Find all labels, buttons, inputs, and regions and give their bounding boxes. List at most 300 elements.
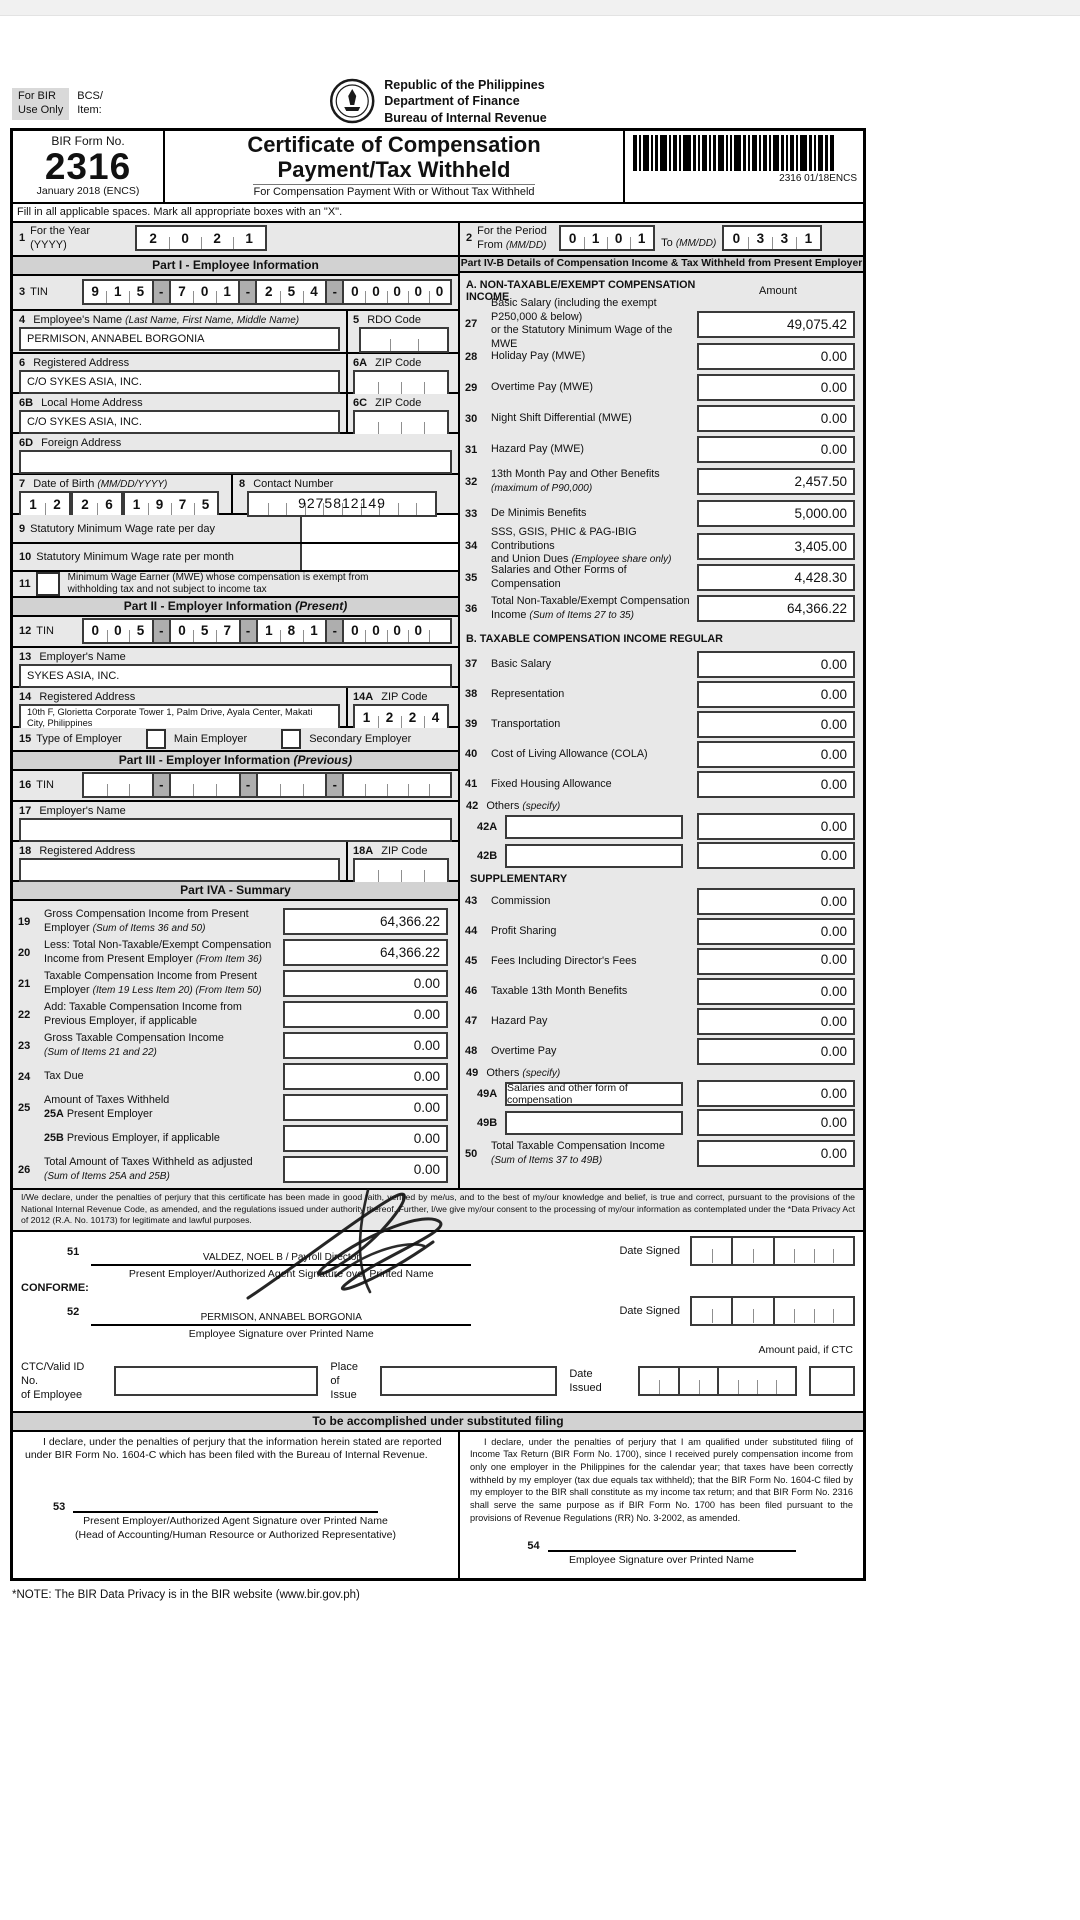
digit-cell[interactable]: [659, 1368, 678, 1394]
item-44-amount[interactable]: 0.00: [697, 918, 855, 945]
digit-cell[interactable]: [794, 1298, 814, 1324]
digit-cell[interactable]: 5: [280, 281, 303, 303]
summary-row-25b: [13, 1123, 458, 1154]
for-bir-use-only-box: [12, 88, 69, 120]
digit-cell[interactable]: 1: [362, 709, 371, 725]
digit-cell[interactable]: [401, 860, 424, 882]
period-to-input[interactable]: [722, 225, 822, 251]
digit-cell[interactable]: 0: [607, 227, 630, 249]
amount-paid-input[interactable]: [809, 1366, 855, 1396]
item-13-number: 13: [19, 651, 32, 664]
digit-cell[interactable]: 2: [81, 496, 89, 512]
digit-cell[interactable]: 2: [45, 493, 69, 515]
item-6c-number: 6C: [353, 397, 368, 410]
digit-cell[interactable]: 0: [387, 281, 408, 303]
digit-cell[interactable]: 1: [132, 496, 141, 512]
item-37-number: 37: [465, 658, 478, 671]
zip-6c-input[interactable]: [353, 410, 449, 436]
part3-header: [13, 752, 458, 771]
date-signed-52-input[interactable]: [690, 1296, 855, 1326]
digit-cell[interactable]: [424, 372, 447, 394]
ctc-id-label: CTC/Valid ID No. of Employee: [21, 1360, 85, 1402]
item-46-label: Taxable 13th Month Benefits: [491, 984, 628, 997]
digit-cell[interactable]: 0: [193, 281, 216, 303]
digit-cell[interactable]: 0: [429, 281, 450, 303]
item-50-amount[interactable]: 0.00: [697, 1140, 855, 1167]
employer-tin-group2[interactable]: [169, 618, 241, 644]
zip-6c-label: ZIP Code: [375, 397, 422, 410]
date-issued-input[interactable]: [638, 1366, 797, 1396]
digit-cell[interactable]: [378, 372, 401, 394]
zip-6c-cell: [346, 394, 458, 432]
field-6d-foreign-address: [13, 434, 458, 475]
privacy-note: *NOTE: The BIR Data Privacy is in the BIR website (www.bir.gov.ph): [12, 1589, 360, 1602]
digit-cell[interactable]: [355, 372, 378, 394]
digit-cell[interactable]: [814, 1238, 834, 1264]
item-43-amount[interactable]: 0.00: [697, 888, 855, 915]
item-21-amount[interactable]: 0.00: [283, 970, 448, 997]
item-40-amount[interactable]: 0.00: [697, 741, 855, 768]
digit-cell[interactable]: [280, 774, 303, 796]
summary-row-23: [13, 1030, 458, 1061]
digit-cell[interactable]: [429, 620, 450, 642]
item-25b-amount[interactable]: 0.00: [283, 1125, 448, 1152]
digit-cell[interactable]: [794, 1238, 814, 1264]
signature-53-line[interactable]: [73, 1499, 378, 1513]
tin-dash: [154, 279, 169, 305]
item-39-amount[interactable]: 0.00: [697, 711, 855, 738]
form-no-label: BIR Form No.: [51, 134, 125, 148]
item-53-number: 53: [53, 1501, 66, 1514]
digit-cell[interactable]: [418, 329, 447, 351]
digit-cell[interactable]: 0: [408, 620, 429, 642]
employer-address-input[interactable]: 10th F, Glorietta Corporate Tower 1, Palm Drive, Ayala Center, Makati City, Philippines: [19, 704, 340, 732]
field-9-wage-per-day: [13, 515, 458, 544]
digit-cell[interactable]: [361, 329, 390, 351]
previous-tin-group1[interactable]: [82, 772, 154, 798]
item-34-number: 34: [465, 540, 478, 553]
secondary-employer-label: Secondary Employer: [309, 733, 412, 746]
field-12-employer-tin: [13, 617, 458, 648]
digit-cell[interactable]: [365, 774, 386, 796]
mwe-checkbox[interactable]: [36, 572, 60, 596]
item-48-amount[interactable]: 0.00: [697, 1038, 855, 1065]
item-45-label: Fees Including Director's Fees: [491, 954, 637, 967]
digit-cell[interactable]: [344, 774, 365, 796]
item-48-label: Overtime Pay: [491, 1044, 557, 1057]
item-34-label: SSS, GSIS, PHIC & PAG-IBIG Contributions and Union Dues (Employee share only): [491, 526, 672, 565]
digit-cell[interactable]: 1: [106, 281, 129, 303]
item-8-number: 8: [239, 478, 246, 491]
item-24-number: 24: [18, 1070, 31, 1083]
item-49b-number: 49B: [477, 1116, 498, 1129]
tin-dash: [240, 279, 255, 305]
employee-tin-group4[interactable]: [342, 279, 452, 305]
previous-tin-group4[interactable]: [342, 772, 452, 798]
field-3-employee-tin: [13, 276, 458, 311]
digit-cell[interactable]: [753, 1238, 773, 1264]
digit-cell[interactable]: 0: [351, 623, 359, 639]
item-9-number: 9: [19, 522, 26, 535]
digit-cell[interactable]: 9: [91, 284, 99, 300]
previous-tin-group3[interactable]: [256, 772, 328, 798]
part4a-title: Part IVA - Summary: [180, 883, 291, 898]
digit-cell[interactable]: 3: [772, 227, 796, 249]
bureau-line: Bureau of Internal Revenue: [384, 110, 547, 125]
digit-cell[interactable]: [733, 1298, 753, 1324]
item-26-number: 26: [18, 1163, 31, 1176]
type-of-employer-label: Type of Employer: [36, 733, 122, 746]
employee-name-labels: [19, 313, 340, 327]
employee-tin-group1[interactable]: [82, 279, 154, 305]
item-20-number: 20: [18, 946, 31, 959]
item-22-amount[interactable]: 0.00: [283, 1001, 448, 1028]
place-of-issue-label: Place of Issue: [330, 1360, 358, 1402]
government-header: [329, 77, 547, 126]
item-47-label: Hazard Pay: [491, 1014, 548, 1027]
digit-cell[interactable]: [775, 1298, 795, 1324]
field-14-employer-address: [13, 688, 458, 728]
digit-cell[interactable]: [814, 1298, 834, 1324]
digit-cell[interactable]: 2: [401, 706, 424, 728]
digit-cell[interactable]: [753, 1298, 773, 1324]
digit-cell[interactable]: 0: [365, 281, 386, 303]
signature-54-line[interactable]: [548, 1538, 796, 1552]
item-42a-amount[interactable]: 0.00: [697, 813, 855, 840]
digit-cell[interactable]: [712, 1298, 732, 1324]
row-29: [460, 372, 863, 403]
digit-cell[interactable]: [408, 774, 429, 796]
digit-cell[interactable]: 0: [91, 623, 100, 639]
foreign-address-input[interactable]: [19, 450, 452, 474]
conforme-label: CONFORME:: [21, 1281, 89, 1294]
item-46-amount[interactable]: 0.00: [697, 978, 855, 1005]
item-25a-amount[interactable]: 0.00: [283, 1094, 448, 1121]
dob-cell: [13, 475, 231, 513]
digit-cell[interactable]: [258, 774, 281, 796]
registered-address-input[interactable]: C/O SYKES ASIA, INC.: [19, 370, 340, 394]
digit-cell[interactable]: [401, 412, 424, 434]
digit-cell[interactable]: 0: [178, 623, 186, 639]
barcode-cell: [625, 131, 863, 202]
title-row: [13, 131, 863, 204]
dob-day-input[interactable]: [71, 491, 123, 517]
employee-name-input[interactable]: PERMISON, ANNABEL BORGONIA: [19, 327, 340, 351]
item-33-amount[interactable]: 5,000.00: [697, 500, 855, 527]
ctc-row: [21, 1344, 855, 1405]
item-39-number: 39: [465, 718, 478, 731]
digit-cell[interactable]: 5: [129, 620, 152, 642]
field-6-registered-address: [13, 354, 458, 394]
item-50-number: 50: [465, 1147, 478, 1160]
item-28-number: 28: [465, 350, 478, 363]
digit-cell[interactable]: 6: [97, 493, 121, 515]
previous-address-input[interactable]: [19, 858, 340, 882]
row-33: [460, 498, 863, 529]
item-23-amount[interactable]: 0.00: [283, 1032, 448, 1059]
wage-per-day-label: Statutory Minimum Wage rate per day: [30, 522, 215, 535]
employer-name-input[interactable]: SYKES ASIA, INC.: [19, 664, 452, 688]
item-47-amount[interactable]: 0.00: [697, 1008, 855, 1035]
digit-cell[interactable]: 1: [233, 227, 265, 249]
employee-name-cell: [13, 311, 346, 352]
digit-cell[interactable]: [833, 1298, 853, 1324]
digit-cell[interactable]: 1: [303, 620, 326, 642]
item-41-amount[interactable]: 0.00: [697, 771, 855, 798]
signature-row-54: [470, 1538, 853, 1552]
item-1-label: [30, 224, 135, 253]
item-49a-amount[interactable]: 0.00: [697, 1080, 855, 1107]
digit-cell[interactable]: 7: [216, 620, 239, 642]
row-42a: [460, 812, 863, 841]
item-38-amount[interactable]: 0.00: [697, 681, 855, 708]
digit-cell[interactable]: 1: [796, 227, 820, 249]
digit-cell[interactable]: 8: [280, 620, 303, 642]
digit-cell[interactable]: [699, 1368, 718, 1394]
digit-cell[interactable]: 7: [171, 493, 194, 515]
employer-name-label: Employer's Name: [39, 651, 126, 664]
digit-cell[interactable]: [776, 1368, 795, 1394]
row-42b: [460, 841, 863, 870]
digit-cell[interactable]: [424, 860, 447, 882]
digit-cell[interactable]: 0: [107, 620, 130, 642]
digit-cell[interactable]: 2: [149, 230, 157, 246]
year-input[interactable]: [135, 225, 267, 251]
digit-cell[interactable]: 1: [584, 227, 607, 249]
digit-cell[interactable]: [775, 1238, 795, 1264]
item-32-amount[interactable]: 2,457.50: [697, 468, 855, 495]
digit-cell[interactable]: 0: [169, 227, 201, 249]
item-37-amount[interactable]: 0.00: [697, 651, 855, 678]
item-42b-amount[interactable]: 0.00: [697, 842, 855, 869]
previous-employer-name-input[interactable]: [19, 818, 452, 842]
digit-cell[interactable]: 0: [408, 281, 429, 303]
date-signed-51-input[interactable]: [690, 1236, 855, 1266]
item-5-number: 5: [353, 314, 360, 327]
item-35-label: Salaries and Other Forms of Compensation: [491, 564, 627, 590]
item-49b-specify-input[interactable]: [505, 1111, 683, 1135]
signature-52-block: [91, 1312, 471, 1340]
secondary-employer-checkbox[interactable]: [281, 729, 301, 749]
row-38: [460, 679, 863, 709]
field-15-type-of-employer: [13, 728, 458, 752]
item-42b-specify-input[interactable]: [505, 844, 683, 868]
digit-cell[interactable]: [692, 1238, 712, 1264]
part2-title: Part II - Employer Information: [123, 599, 292, 614]
item-49-label: Others: [486, 1067, 520, 1080]
digit-cell[interactable]: [378, 412, 401, 434]
employer-tin-group3[interactable]: [256, 618, 328, 644]
item-26-amount[interactable]: 0.00: [283, 1156, 448, 1183]
item-45-amount[interactable]: 0.00: [697, 948, 855, 975]
digit-cell[interactable]: [733, 1238, 753, 1264]
substituted-filing-header: To be accomplished under substituted filing: [13, 1411, 863, 1432]
digit-cell[interactable]: [378, 860, 401, 882]
digit-cell[interactable]: [355, 412, 378, 434]
digit-cell[interactable]: [429, 774, 450, 796]
digit-cell[interactable]: 0: [387, 620, 408, 642]
bir-seal-icon: [329, 78, 375, 124]
digit-cell[interactable]: [107, 774, 130, 796]
main-employer-checkbox[interactable]: [146, 729, 166, 749]
employer-tin-group4[interactable]: [342, 618, 452, 644]
digit-cell[interactable]: [757, 1368, 776, 1394]
item-38-label: Representation: [491, 687, 565, 700]
contact-number-value: 9275812149: [298, 495, 386, 512]
digit-cell[interactable]: 2: [201, 227, 233, 249]
item-50-label: Total Taxable Compensation Income (Sum of Items 37 to 49B): [491, 1140, 665, 1166]
digit-cell[interactable]: 4: [303, 281, 326, 303]
local-home-address-label: Local Home Address: [41, 397, 143, 410]
digit-cell[interactable]: [424, 412, 447, 434]
date-signed-label: Date Signed: [619, 1244, 680, 1257]
digit-cell[interactable]: [712, 1238, 732, 1264]
item-36-amount[interactable]: 64,366.22: [697, 595, 855, 622]
row-31: [460, 434, 863, 465]
instruction-line: Fill in all applicable spaces. Mark all appropriate boxes with an "X".: [13, 204, 863, 223]
digit-cell[interactable]: [738, 1368, 757, 1394]
digit-cell[interactable]: [216, 774, 239, 796]
row-49b: [460, 1108, 863, 1137]
item-49a-specify-input[interactable]: Salaries and other form of compensation: [505, 1082, 683, 1106]
signature-row-52: [21, 1296, 855, 1340]
digit-cell[interactable]: [692, 1298, 712, 1324]
item-30-label: Night Shift Differential (MWE): [491, 412, 632, 424]
ctc-id-input[interactable]: [114, 1366, 318, 1396]
item-27-amount[interactable]: 49,075.42: [697, 311, 855, 338]
item-20-amount[interactable]: 64,366.22: [283, 939, 448, 966]
dob-month-input[interactable]: [19, 491, 71, 517]
zip-18a-input[interactable]: [353, 858, 449, 884]
item-36-label: Total Non-Taxable/Exempt Compensation Income (Sum of Items 27 to 35): [491, 595, 690, 621]
foreign-address-label: Foreign Address: [41, 437, 122, 450]
digit-cell[interactable]: 1: [216, 281, 239, 303]
digit-cell[interactable]: 5: [193, 620, 216, 642]
digit-cell[interactable]: 5: [194, 493, 217, 515]
wage-per-month-input[interactable]: [300, 544, 458, 570]
field-11-mwe: [13, 572, 458, 598]
digit-cell[interactable]: 1: [29, 496, 37, 512]
part3-title: Part III - Employer Information: [118, 753, 291, 768]
item-25a-label: Amount of Taxes Withheld 25A Present Employer: [44, 1094, 170, 1120]
employee-tin-group3[interactable]: [255, 279, 327, 305]
barcode-text: 2316 01/18ENCS: [779, 173, 857, 184]
tin-dash: [154, 772, 169, 798]
field-4-employee-name: [13, 311, 458, 354]
digit-cell[interactable]: 9: [148, 493, 171, 515]
contact-number-input[interactable]: [247, 491, 437, 517]
year-label: For the Year: [30, 224, 91, 237]
digit-cell[interactable]: 7: [178, 284, 186, 300]
row-41: [460, 769, 863, 799]
item-29-amount[interactable]: 0.00: [697, 374, 855, 401]
rdo-code-cell: [346, 311, 458, 352]
digit-cell[interactable]: [680, 1368, 699, 1394]
item-40-number: 40: [465, 748, 478, 761]
field-10-wage-per-month: [13, 544, 458, 572]
digit-cell[interactable]: [833, 1238, 853, 1264]
row-48: [460, 1036, 863, 1066]
item-24-amount[interactable]: 0.00: [283, 1063, 448, 1090]
digit-cell[interactable]: 0: [732, 230, 741, 246]
previous-tin-group2[interactable]: [169, 772, 241, 798]
item-29-number: 29: [465, 381, 478, 394]
wage-per-day-input[interactable]: [300, 515, 458, 542]
amount-paid-label: Amount paid, if CTC: [758, 1343, 853, 1356]
item-43-label: Commission: [491, 894, 551, 907]
employer-declaration-text: I declare, under the penalties of perjury that the information herein stated are reported under BIR Form No. 1604-C which has been filed with the Bureau of Internal Revenue.: [25, 1435, 442, 1462]
row-46: [460, 976, 863, 1006]
employee-tin-group2[interactable]: [169, 279, 241, 305]
item-49b-amount[interactable]: 0.00: [697, 1109, 855, 1136]
for-bir-line2: Use Only: [18, 103, 64, 116]
summary-row-26: [13, 1154, 458, 1185]
item-42a-specify-input[interactable]: [505, 815, 683, 839]
form-subtitle: For Compensation Payment With or Without Tax Withheld: [253, 186, 535, 199]
digit-cell[interactable]: [387, 774, 408, 796]
item-30-amount[interactable]: 0.00: [697, 405, 855, 432]
place-of-issue-input[interactable]: [380, 1366, 557, 1396]
digit-cell[interactable]: 3: [748, 227, 772, 249]
item-33-label: De Minimis Benefits: [491, 507, 587, 519]
digit-cell[interactable]: [401, 372, 424, 394]
period-from-input[interactable]: [559, 225, 655, 251]
digit-cell[interactable]: [390, 329, 419, 351]
digit-cell[interactable]: [355, 860, 378, 882]
item-11-number: 11: [19, 578, 31, 591]
item-49-number: 49: [466, 1067, 479, 1080]
form-title-line2: Payment/Tax Withheld: [277, 156, 511, 182]
employer-tin-group1[interactable]: [82, 618, 154, 644]
item-6b-number: 6B: [19, 397, 34, 410]
digit-cell[interactable]: 5: [129, 281, 152, 303]
contact-label: Contact Number: [253, 478, 334, 491]
item-31-amount[interactable]: 0.00: [697, 436, 855, 463]
digit-cell[interactable]: 2: [378, 706, 401, 728]
zip-6a-cell: [346, 354, 458, 392]
item-28-amount[interactable]: 0.00: [697, 343, 855, 370]
item-34-amount[interactable]: 3,405.00: [697, 533, 855, 560]
dob-year-input[interactable]: [123, 491, 219, 517]
item-48-number: 48: [465, 1045, 478, 1058]
item-35-amount[interactable]: 4,428.30: [697, 564, 855, 591]
digit-cell[interactable]: 2: [265, 284, 273, 300]
rdo-code-input[interactable]: [359, 327, 449, 353]
digit-cell[interactable]: [171, 774, 194, 796]
zip-6a-input[interactable]: [353, 370, 449, 396]
summary-row-20: [13, 937, 458, 968]
previous-employer-name-label: Employer's Name: [39, 805, 126, 818]
digit-cell[interactable]: 1: [265, 623, 273, 639]
digit-cell[interactable]: [719, 1368, 738, 1394]
top-strip: [0, 0, 1080, 16]
digit-cell[interactable]: [303, 774, 326, 796]
year-format: (YYYY): [30, 239, 67, 252]
digit-cell[interactable]: 4: [424, 706, 447, 728]
digit-cell[interactable]: [129, 774, 152, 796]
item-19-amount[interactable]: 64,366.22: [283, 908, 448, 935]
local-home-address-input[interactable]: C/O SYKES ASIA, INC.: [19, 410, 340, 434]
digit-cell[interactable]: 1: [630, 227, 653, 249]
zip-14a-input[interactable]: [353, 704, 449, 730]
digit-cell[interactable]: 0: [568, 230, 577, 246]
digit-cell[interactable]: 0: [365, 620, 386, 642]
digit-cell[interactable]: [84, 774, 107, 796]
digit-cell[interactable]: [193, 774, 216, 796]
digit-cell[interactable]: 0: [351, 284, 359, 300]
part2-header: [13, 598, 458, 617]
digit-cell[interactable]: [640, 1368, 659, 1394]
